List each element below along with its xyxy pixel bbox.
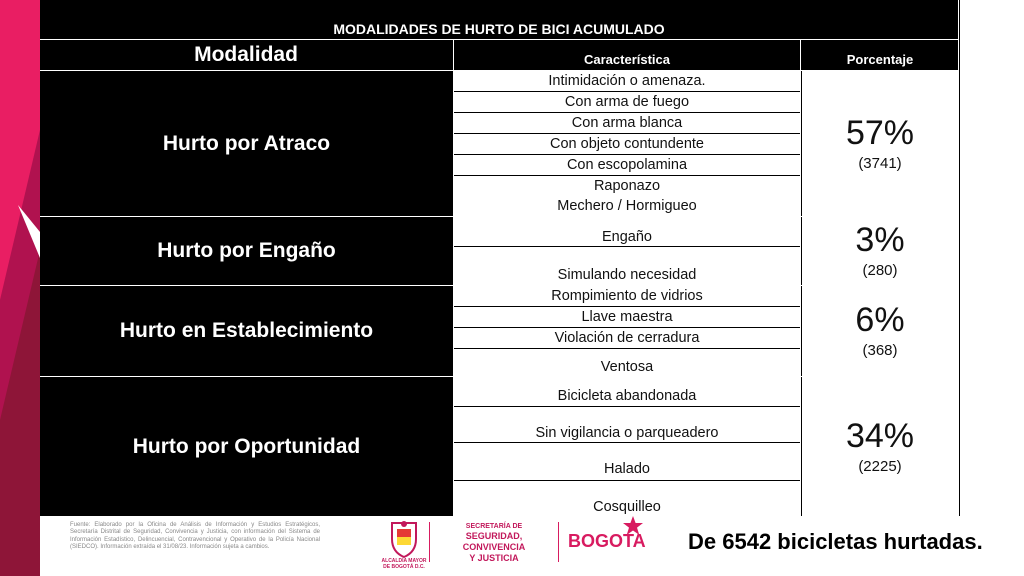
char-cell: Raponazo — [454, 176, 800, 196]
secretaria-line: SEGURIDAD, CONVIVENCIA — [462, 531, 526, 552]
percentage-value: 57% — [845, 113, 915, 152]
percentage-cell-oportunidad — [802, 377, 958, 516]
modalidad-atraco-label: Hurto por Atraco — [162, 131, 331, 155]
char-cell: Con objeto contundente — [454, 134, 800, 154]
char-cell: Con arma blanca — [454, 113, 800, 133]
star-icon — [622, 515, 644, 537]
modalidad-engano-label: Hurto por Engaño — [157, 239, 336, 262]
source-note: Fuente: Elaborado por la Oficina de Análisis de Información y Estudios Estratégicos, Secretaría Distrital de Seguridad, Convivencia y Justicia, con información del Sistema de Información Estadístico, Delincuencial, Contravencional y Operativo de la Policía Nacional (SIEDCO). Información extraída el 31/08/23. Información sujeta a cambios. — [70, 522, 320, 551]
char-cell: Con escopolamina — [454, 155, 800, 175]
percentage-value: 6% — [855, 301, 905, 339]
char-cell: Halado — [454, 443, 800, 480]
char-cell: Engaño — [454, 217, 800, 246]
secretaria-logo — [436, 522, 552, 563]
char-cell: Simulando necesidad — [454, 247, 800, 285]
secretaria-line: SECRETARÍA DE — [465, 523, 523, 530]
header-modalidad: Modalidad — [194, 43, 298, 66]
char-cell: Ventosa — [454, 349, 800, 376]
percentage-count: (2225) — [858, 457, 902, 475]
table-title: MODALIDADES DE HURTO DE BICI ACUMULADO — [40, 18, 958, 40]
char-cell: Bicicleta abandonada — [454, 377, 800, 406]
theft-modalities-table — [40, 0, 960, 516]
percentage-count: (368) — [862, 342, 898, 359]
modalidad-establecimiento-label: Hurto en Establecimiento — [119, 319, 374, 342]
seal-icon — [386, 519, 422, 559]
percentage-cell-establecimiento — [802, 286, 958, 376]
secretaria-line: Y JUSTICIA — [469, 553, 519, 563]
char-cell: Con arma de fuego — [454, 92, 800, 112]
total-stolen-text: De 6542 bicicletas hurtadas. — [688, 529, 983, 554]
percentage-count: (280) — [862, 262, 898, 279]
column-divider — [958, 0, 959, 516]
char-cell: Violación de cerradura — [454, 328, 800, 348]
percentage-count: (3741) — [858, 154, 902, 172]
column-divider — [800, 40, 801, 516]
percentage-value: 34% — [845, 416, 915, 455]
percentage-cell-atraco — [802, 71, 958, 216]
logo-divider — [558, 522, 559, 562]
char-cell: Cosquilleo — [454, 481, 800, 516]
char-cell: Sin vigilancia o parqueadero — [454, 407, 800, 442]
char-cell: Mechero / Hormigueo — [454, 196, 800, 216]
char-cell: Rompimiento de vidrios — [454, 286, 800, 306]
header-caracteristica: Característica — [584, 52, 670, 67]
char-cell: Intimidación o amenaza. — [454, 71, 800, 91]
header-porcentaje: Porcentaje — [846, 52, 914, 67]
percentage-value: 3% — [855, 221, 905, 259]
modalidad-oportunidad-label: Hurto por Oportunidad — [132, 434, 361, 458]
char-cell: Llave maestra — [454, 307, 800, 327]
side-decoration — [0, 0, 40, 576]
logo-divider — [429, 522, 430, 562]
alcaldia-logo-text: ALCALDÍA MAYOR DE BOGOTÁ D.C. — [381, 558, 427, 570]
percentage-cell-engano — [802, 217, 958, 285]
bogota-logo: BOGOTA — [568, 531, 646, 551]
